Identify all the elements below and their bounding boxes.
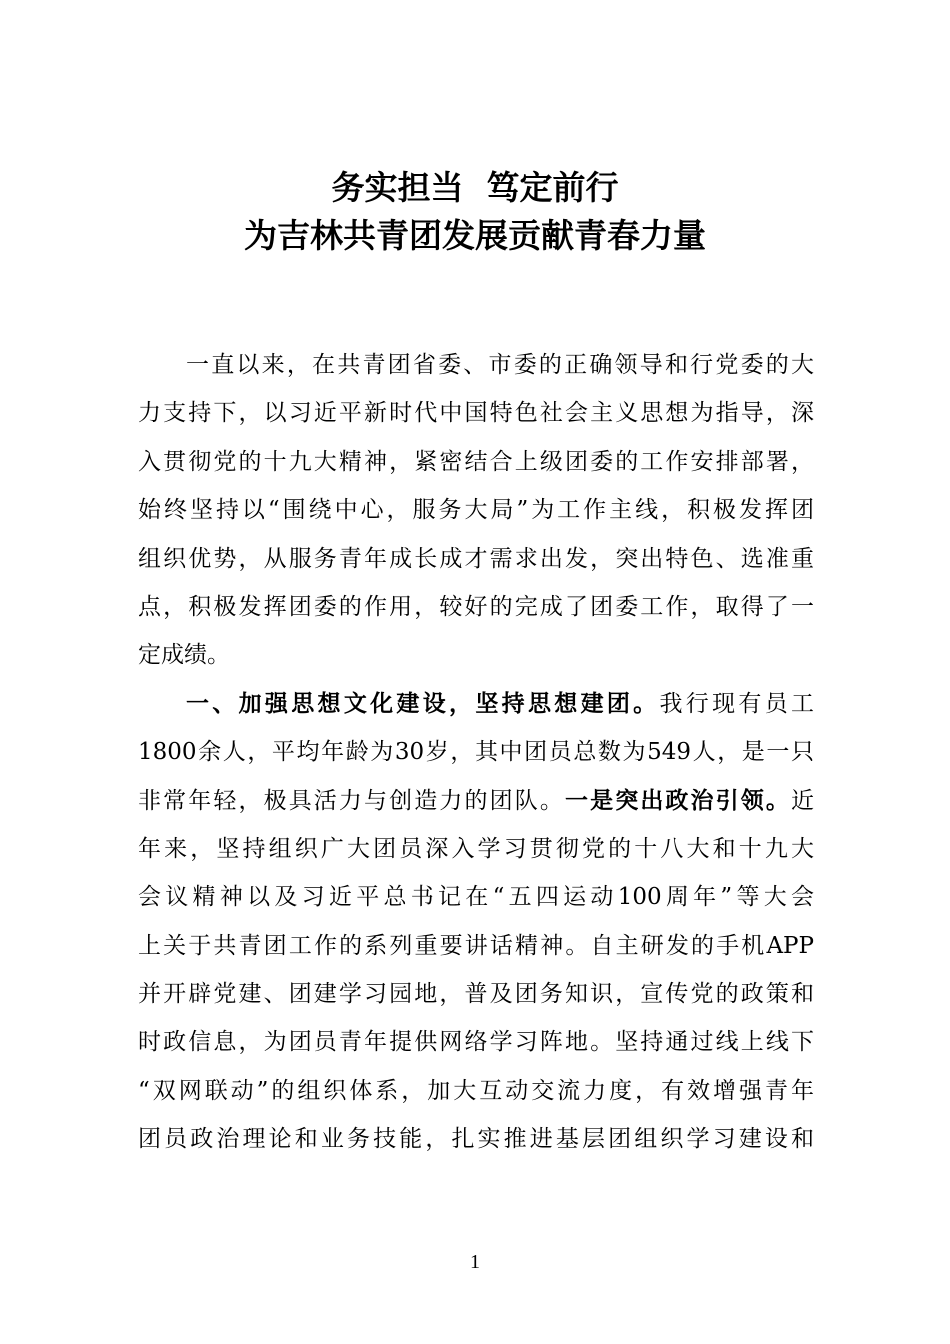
- paragraph-1-line: 始终坚持以“围绕中心，服务大局”为工作主线，积极发挥团: [138, 497, 814, 524]
- paragraph-1-line: 入贯彻党的十九大精神，紧密结合上级团委的工作安排部署，: [138, 448, 814, 475]
- paragraph-1-line: 点，积极发挥团委的作用，较好的完成了团委工作，取得了一: [138, 593, 814, 620]
- paragraph-1-line: 组织优势，从服务青年成长成才需求出发，突出特色、选准重: [138, 545, 814, 572]
- paragraph-2-text: 非常年轻，极具活力与创造力的团队。: [138, 787, 565, 814]
- paragraph-2-line: 年来，坚持组织广大团员深入学习贯彻党的十八大和十九大: [138, 835, 814, 862]
- paragraph-1-line: 力支持下，以习近平新时代中国特色社会主义思想为指导，深: [138, 400, 814, 427]
- paragraph-1-line: 定成绩。: [138, 642, 230, 669]
- document-body: [138, 341, 814, 1164]
- paragraph-2-text: 我行现有员工: [659, 690, 814, 717]
- paragraph-2-line: [138, 680, 814, 728]
- paragraph-2-line: 团员政治理论和业务技能，扎实推进基层团组织学习建设和: [138, 1126, 814, 1153]
- paragraph-2-line: “双网联动”的组织体系，加大互动交流力度，有效增强青年: [138, 1077, 814, 1104]
- page-number: 1: [470, 1251, 480, 1273]
- subsection-heading: 一是突出政治引领。: [564, 787, 792, 814]
- paragraph-2-line: 1800余人，平均年龄为30岁，其中团员总数为549人，是一只: [138, 739, 814, 766]
- title-line-1: 务实担当 笃定前行: [331, 168, 619, 207]
- paragraph-2-line: 上关于共青团工作的系列重要讲话精神。自主研发的手机APP: [138, 932, 814, 959]
- paragraph-2-line: 时政信息，为团员青年提供网络学习阵地。坚持通过线上线下: [138, 1029, 814, 1056]
- paragraph-2-line: 并开辟党建、团建学习园地，普及团务知识，宣传党的政策和: [138, 981, 814, 1008]
- paragraph-1-line: 一直以来，在共青团省委、市委的正确领导和行党委的大: [186, 352, 814, 378]
- title-line-2: 为吉林共青团发展贡献青春力量: [244, 216, 706, 255]
- paragraph-2-line: [138, 777, 814, 825]
- paragraph-2-line: 会议精神以及习近平总书记在“五四运动100周年”等大会: [138, 884, 814, 911]
- document-title: [0, 168, 950, 256]
- paragraph-2-text: 近: [791, 787, 814, 814]
- section-heading: 一、加强思想文化建设，坚持思想建团。: [186, 690, 660, 717]
